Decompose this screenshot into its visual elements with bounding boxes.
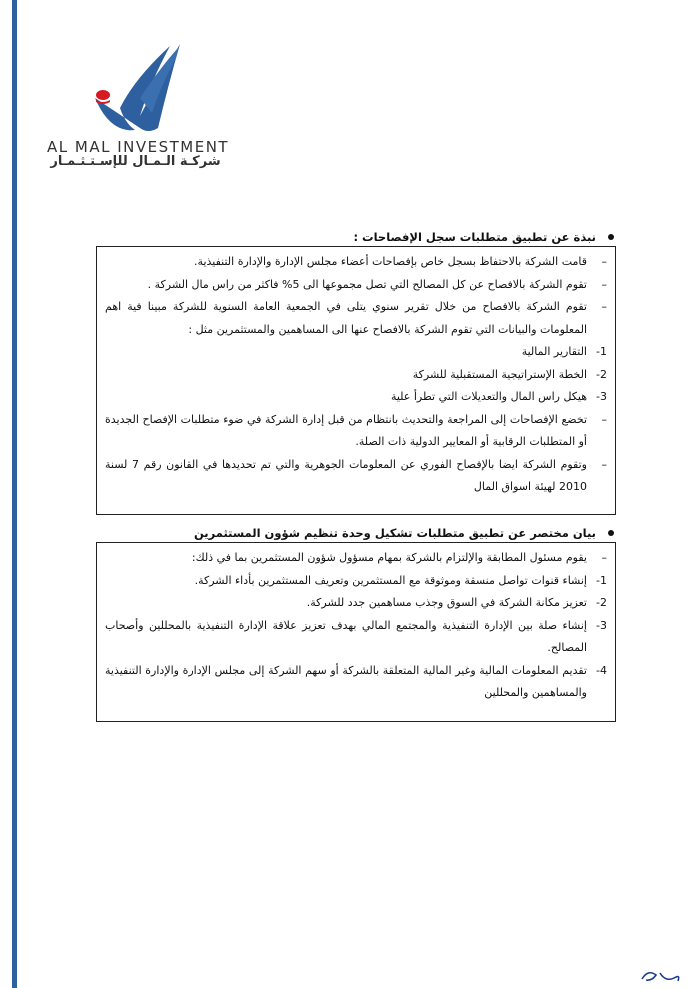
list-item: – وتقوم الشركة ايضا بالإفصاح الفوري عن المعلومات الجوهرية والتي تم تحديدها في القانون رقم 7 لسنة 2010 لهيئة اسواق المال	[105, 457, 607, 493]
disclosure-section	[96, 228, 616, 515]
brand-name-english: AL MAL INVESTMENT	[47, 138, 230, 156]
bullet-icon	[608, 530, 614, 536]
numbered-item: 1- التقارير المالية	[521, 345, 607, 358]
bullet-icon	[608, 234, 614, 240]
numbered-item: 2- الخطة الإستراتيجية المستقبلية للشركة	[412, 367, 607, 381]
left-margin-bar	[12, 0, 17, 988]
investor-relations-box	[96, 542, 616, 722]
brand-name-arabic: شركـة الـمـال للإسـتـثـمـار	[50, 154, 221, 169]
investor-relations-heading: بيان مختصر عن تطبيق متطلبات تشكيل وحدة تنظيم شؤون المستثمرين	[96, 524, 616, 542]
numbered-item: 4- تقديم المعلومات المالية وغير المالية المتعلقة بالشركة أو سهم الشركة إلى مجلس الإدارة والإدارة التنفيذية والمساهمين والمحللين	[105, 663, 607, 699]
numbered-item: 3- هيكل راس المال والتعديلات التي تطرأ علية	[390, 390, 607, 403]
list-item: – تقوم الشركة بالافصاح عن كل المصالح التي تصل مجموعها الى 5% فاكثر من راس مال الشركة .	[147, 277, 607, 291]
investor-relations-section	[96, 524, 616, 722]
disclosure-box	[96, 246, 616, 515]
list-item: – يقوم مسئول المطابقة والإلتزام بالشركة بمهام مسؤول شؤون المستثمرين بما في ذلك:	[191, 551, 607, 564]
numbered-item: 3- إنشاء صلة بين الإدارة التنفيذية والمجتمع المالي بهدف تعزيز علاقة الإدارة التنفيذية بالمحللين وأصحاب المصالح.	[105, 618, 607, 654]
disclosure-heading: نبذة عن تطبيق متطلبات سجل الإفصاحات :	[96, 228, 616, 246]
list-item: – تقوم الشركة بالافصاح من خلال تقرير سنوي يتلى في الجمعية العامة السنوية للشركة مبينا فية اهم المعلومات والبيانات التي تقوم الشركة بالافصاح عنها الى المساهمين والمستثمرين مثل :	[105, 300, 607, 336]
logo-mark-icon	[40, 38, 240, 138]
signature-mark-icon	[636, 965, 684, 985]
company-logo	[40, 38, 240, 188]
list-item: – تخضع الإفصاحات إلى المراجعة والتحديث بانتظام من قبل إدارة الشركة في ضوء متطلبات الإفصاح الجديدة أو المتطلبات الرقابية أو المعايير الدولية ذات الصلة.	[105, 412, 607, 448]
list-item: – قامت الشركة بالاحتفاظ بسجل خاص بإفصاحات أعضاء مجلس الإدارة والإدارة التنفيذية.	[194, 255, 607, 268]
numbered-item: 2- تعزيز مكانة الشركة في السوق وجذب مساهمين جدد للشركة.	[306, 596, 607, 609]
numbered-item: 1- إنشاء قنوات تواصل منسقة وموثوقة مع المستثمرين وتعريف المستثمرين بأداء الشركة.	[194, 573, 607, 587]
